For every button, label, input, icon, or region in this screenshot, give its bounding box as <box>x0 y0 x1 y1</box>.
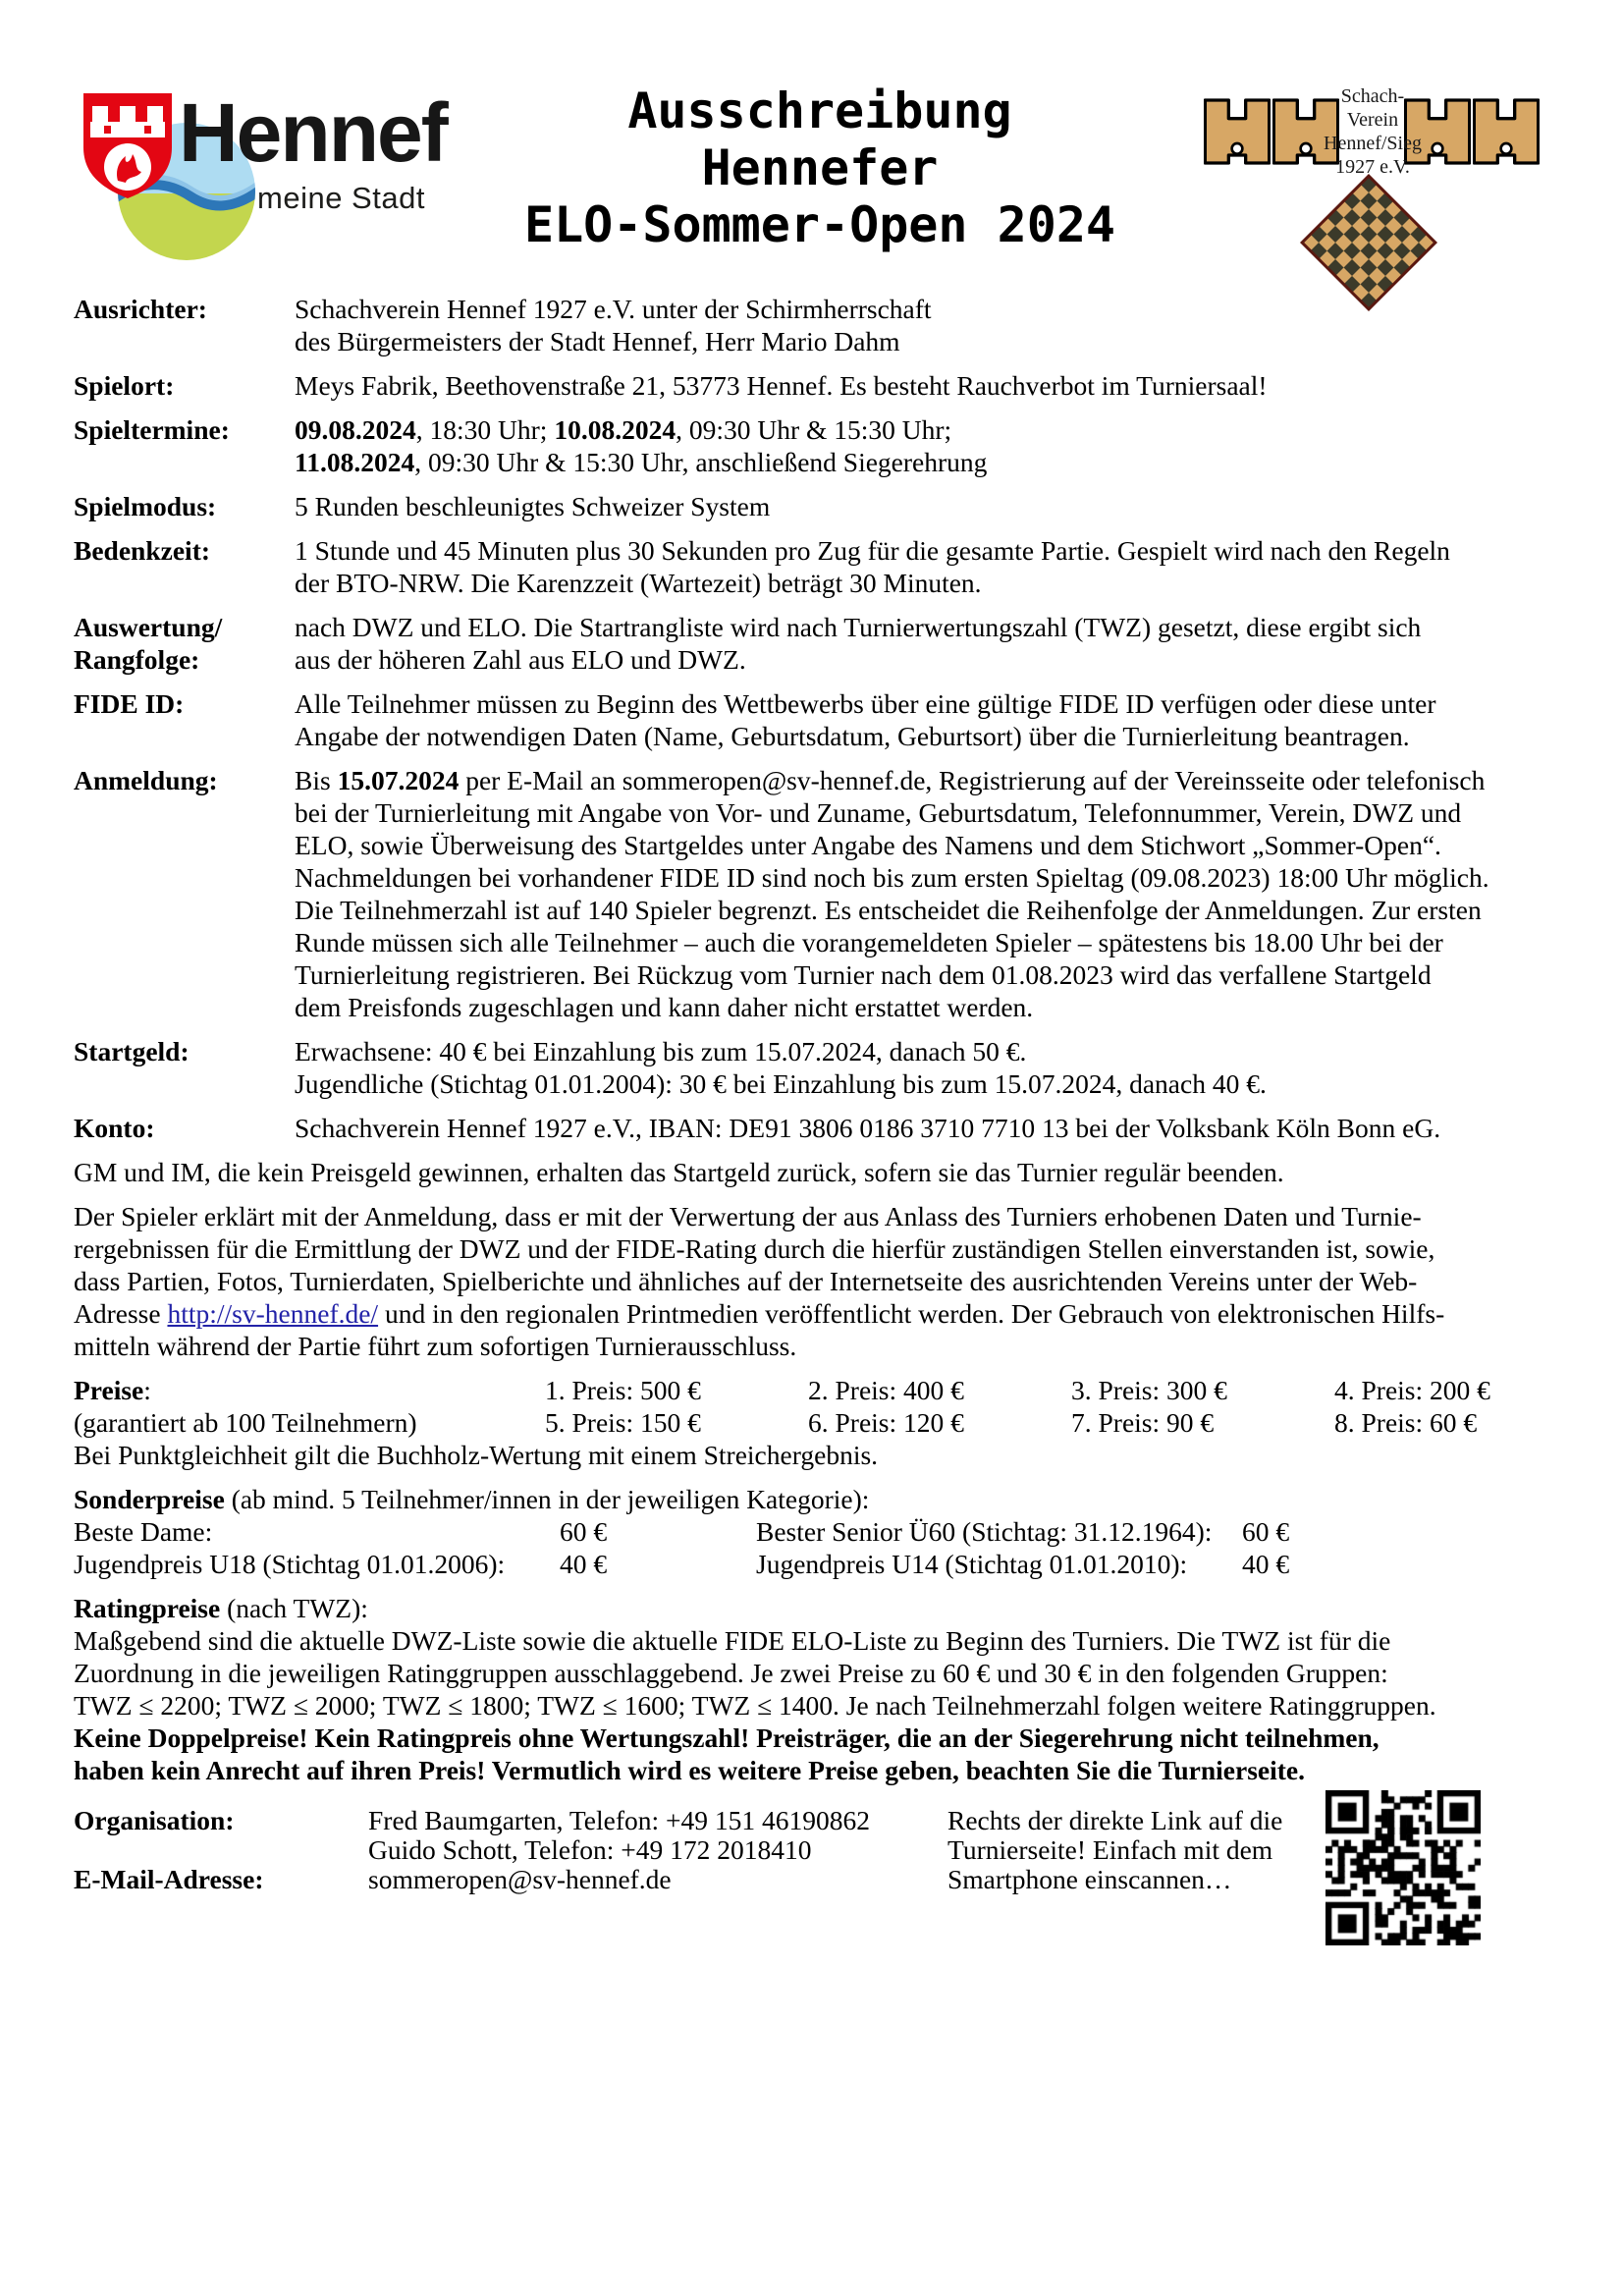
row-content: Schachverein Hennef 1927 e.V., IBAN: DE91 3806 0186 3710 7710 13 bei der Volksbank Köln Bonn eG. <box>295 1113 1441 1143</box>
document-body <box>74 293 1551 1894</box>
special-prizes-section <box>74 1483 1551 1580</box>
row-content: 09.08.2024, 18:30 Uhr; 10.08.2024, 09:30 Uhr & 15:30 Uhr; 11.08.2024, 09:30 Uhr & 15:30 Uhr, anschließend Siegerehrung <box>295 414 988 477</box>
row-label: Spieltermine: <box>74 414 230 445</box>
prize-3: 3. Preis: 300 € <box>1071 1375 1227 1405</box>
row-content: Bis 15.07.2024 per E-Mail an sommeropen@sv-hennef.de, Registrierung auf der Vereinsseite oder telefonisch bei der Turnierleitung mit Angabe von Vor- und Zuname, Geburtsdatum, Telefonnummer, Verein, DWZ und ELO, sowie Überweisung des Startgeldes unter Angabe des Namens und dem Stichwort „Sommer-Open“. Nachmeldungen bei vorhandener FIDE ID sind noch bis zum ersten Spieltag (09.08.2023) 18:00 Uhr möglich. Die Teilnehmerzahl ist auf 140 Spieler begrenzt. Es entscheidet die Reihenfolge der Anmeldungen. Zur ersten Runde müssen sich alle Teilnehmer – auch die vorangemeldeten Spieler – spätestens bis 18.00 Uhr bei der Turnierleitung registrieren. Bei Rückzug vom Turnier nach dem 01.08.2023 wird das verfallene Startgeld dem Preisfonds zugeschlagen und kann daher nicht erstattet werden. <box>295 765 1489 1022</box>
prize-2: 2. Preis: 400 € <box>808 1375 964 1405</box>
row-startgeld <box>74 1035 1551 1100</box>
row-ausrichter <box>74 293 1551 357</box>
city-logo-tagline: meine Stadt <box>257 181 425 215</box>
row-konto <box>74 1112 1551 1144</box>
row-label: Ausrichter: <box>74 294 207 324</box>
prizes-guarantee: (garantiert ab 100 Teilnehmern) <box>74 1407 417 1438</box>
row-label: Bedenkzeit: <box>74 535 211 566</box>
row-content: Alle Teilnehmer müssen zu Beginn des Wettbewerbs über eine gültige FIDE ID verfügen oder diese unter Angabe der notwendigen Daten (Name, Geburtsdatum, Geburtsort) über die Turnierleitung beantragen. <box>295 688 1436 751</box>
special-prize-label: Bester Senior Ü60 (Stichtag: 31.12.1964): <box>756 1516 1213 1547</box>
special-prizes-grid <box>74 1515 1551 1580</box>
row-spieltermine <box>74 413 1551 478</box>
row-label: Spielmodus: <box>74 491 217 521</box>
email-value: sommeropen@sv-hennef.de <box>368 1864 672 1894</box>
row-content: Erwachsene: 40 € bei Einzahlung bis zum 15.07.2024, danach 50 €. Jugendliche (Stichtag 01.01.2004): 30 € bei Einzahlung bis zum 15.07.2024, danach 40 €. <box>295 1036 1267 1099</box>
special-prize-label: Jugendpreis U18 (Stichtag 01.01.2006): <box>74 1549 506 1579</box>
qr-code <box>1325 1790 1481 1945</box>
title-line-2: Hennefer <box>701 139 939 196</box>
footer-section <box>74 1806 1551 1894</box>
row-label: FIDE ID: <box>74 688 185 719</box>
website-link[interactable]: http://sv-hennef.de/ <box>167 1298 379 1329</box>
title-line-1: Ausschreibung <box>627 82 1012 139</box>
row-content: Schachverein Hennef 1927 e.V. unter der Schirmherrschaft des Bürgermeisters der Stadt Hennef, Herr Mario Dahm <box>295 294 932 356</box>
gm-im-note: GM und IM, die kein Preisgeld gewinnen, erhalten das Startgeld zurück, sofern sie das Turnier regulär beenden. <box>74 1157 1284 1187</box>
row-label: Startgeld: <box>74 1036 189 1066</box>
row-spielort <box>74 369 1551 402</box>
rating-prizes-section: Ratingpreise (nach TWZ): Maßgebend sind die aktuelle DWZ-Liste sowie die aktuelle FIDE ELO-Liste zu Beginn des Turniers. Die TWZ ist für die Zuordnung in die jeweiligen Ratinggruppen ausschlaggebend. Je zwei Preise zu 60 € und 30 € in den folgenden Gruppen: TWZ ≤ 2200; TWZ ≤ 2000; TWZ ≤ 1800; TWZ ≤ 1600; TWZ ≤ 1400. Je nach Teilnehmerzahl folgen weitere Ratinggruppen. Keine Doppelpreise! Kein Ratingpreis ohne Wertungszahl! Preisträger, die an der Siegerehrung nicht teilnehmen, haben kein Anrecht auf ihren Preis! Vermutlich wird es weitere Preise geben, beachten Sie die Turnierseite. <box>74 1592 1551 1786</box>
svg-text:Verein: Verein <box>1346 109 1399 131</box>
tiebreak-note: Bei Punktgleichheit gilt die Buchholz-Wertung mit einem Streichergebnis. <box>74 1440 879 1470</box>
prizes-section <box>74 1374 1551 1471</box>
prize-8: 8. Preis: 60 € <box>1334 1407 1478 1438</box>
row-content: 1 Stunde und 45 Minuten plus 30 Sekunden pro Zug für die gesamte Partie. Gespielt wird nach den Regeln der BTO-NRW. Die Karenzzeit (Wartezeit) beträgt 30 Minuten. <box>295 535 1450 598</box>
document-title <box>407 82 1232 253</box>
svg-text:Schach-: Schach- <box>1340 85 1405 107</box>
row-spielmodus <box>74 490 1551 522</box>
prize-4: 4. Preis: 200 € <box>1334 1375 1490 1405</box>
email-label: E-Mail-Adresse: <box>74 1864 264 1894</box>
prizes-heading: Preise: <box>74 1375 151 1405</box>
special-prize-value: 40 € <box>560 1549 608 1579</box>
prizes-grid <box>74 1374 1551 1439</box>
svg-text:Hennef/Sieg: Hennef/Sieg <box>1324 133 1422 154</box>
city-logo-wordmark: Hennef <box>179 86 447 179</box>
special-prize-label: Jugendpreis U14 (Stichtag 01.01.2010): <box>756 1549 1188 1579</box>
chess-club-logo <box>1200 55 1545 325</box>
organiser-2: Guido Schott, Telefon: +49 172 2018410 <box>368 1834 812 1865</box>
row-label: Auswertung/ Rangfolge: <box>74 612 223 675</box>
title-line-3: ELO-Sommer-Open 2024 <box>523 196 1116 253</box>
prize-5: 5. Preis: 150 € <box>545 1407 701 1438</box>
row-label: Spielort: <box>74 370 175 401</box>
qr-note-line: Rechts der direkte Link auf die <box>947 1805 1283 1835</box>
row-label: Konto: <box>74 1113 155 1143</box>
rating-prizes-heading: Ratingpreise (nach TWZ): <box>74 1593 368 1623</box>
special-prize-label: Beste Dame: <box>74 1516 213 1547</box>
special-prizes-heading: Sonderpreise (ab mind. 5 Teilnehmer/innen in der jeweiligen Kategorie): <box>74 1484 870 1514</box>
organiser-1: Fred Baumgarten, Telefon: +49 151 46190862 <box>368 1805 871 1835</box>
prize-1: 1. Preis: 500 € <box>545 1375 701 1405</box>
chessboard-diamond <box>1302 176 1435 309</box>
special-prize-value: 60 € <box>1242 1516 1290 1547</box>
row-label: Anmeldung: <box>74 765 218 795</box>
qr-note-line: Turnierseite! Einfach mit dem <box>947 1834 1273 1865</box>
qr-note-line: Smartphone einscannen… <box>947 1864 1232 1894</box>
privacy-paragraph: Der Spieler erklärt mit der Anmeldung, dass er mit der Verwertung der aus Anlass des Turniers erhobenen Daten und Turnie- rergebnissen für die Ermittlung der DWZ und der FIDE-Rating durch die hierfür zuständigen Stellen einverstanden ist, sowie, dass Partien, Fotos, Turnierdaten, Spielberichte und ähnliches auf der Internetseite des ausrichtenden Vereins unter der Web- Adresse http://sv-hennef.de/ und in den regionalen Printmedien veröffentlicht werden. Der Gebrauch von elektronischen Hilfs- mitteln während der Partie führt zum sofortigen Turnierausschluss. <box>74 1201 1445 1361</box>
row-content: nach DWZ und ELO. Die Startrangliste wird nach Turnierwertungszahl (TWZ) gesetzt, diese ergibt sich aus der höheren Zahl aus ELO und DWZ. <box>295 612 1422 675</box>
row-bedenkzeit <box>74 534 1551 599</box>
row-anmeldung <box>74 764 1551 1023</box>
row-content: Meys Fabrik, Beethovenstraße 21, 53773 Hennef. Es besteht Rauchverbot im Turniersaal! <box>295 370 1268 401</box>
svg-text:1927 e.V.: 1927 e.V. <box>1335 156 1410 178</box>
row-auswertung-rangfolge <box>74 611 1551 676</box>
prize-6: 6. Preis: 120 € <box>808 1407 964 1438</box>
special-prize-value: 40 € <box>1242 1549 1290 1579</box>
prize-7: 7. Preis: 90 € <box>1071 1407 1215 1438</box>
row-fide-id <box>74 687 1551 752</box>
special-prize-value: 60 € <box>560 1516 608 1547</box>
row-content: 5 Runden beschleunigtes Schweizer System <box>295 491 771 521</box>
organisation-label: Organisation: <box>74 1805 235 1835</box>
